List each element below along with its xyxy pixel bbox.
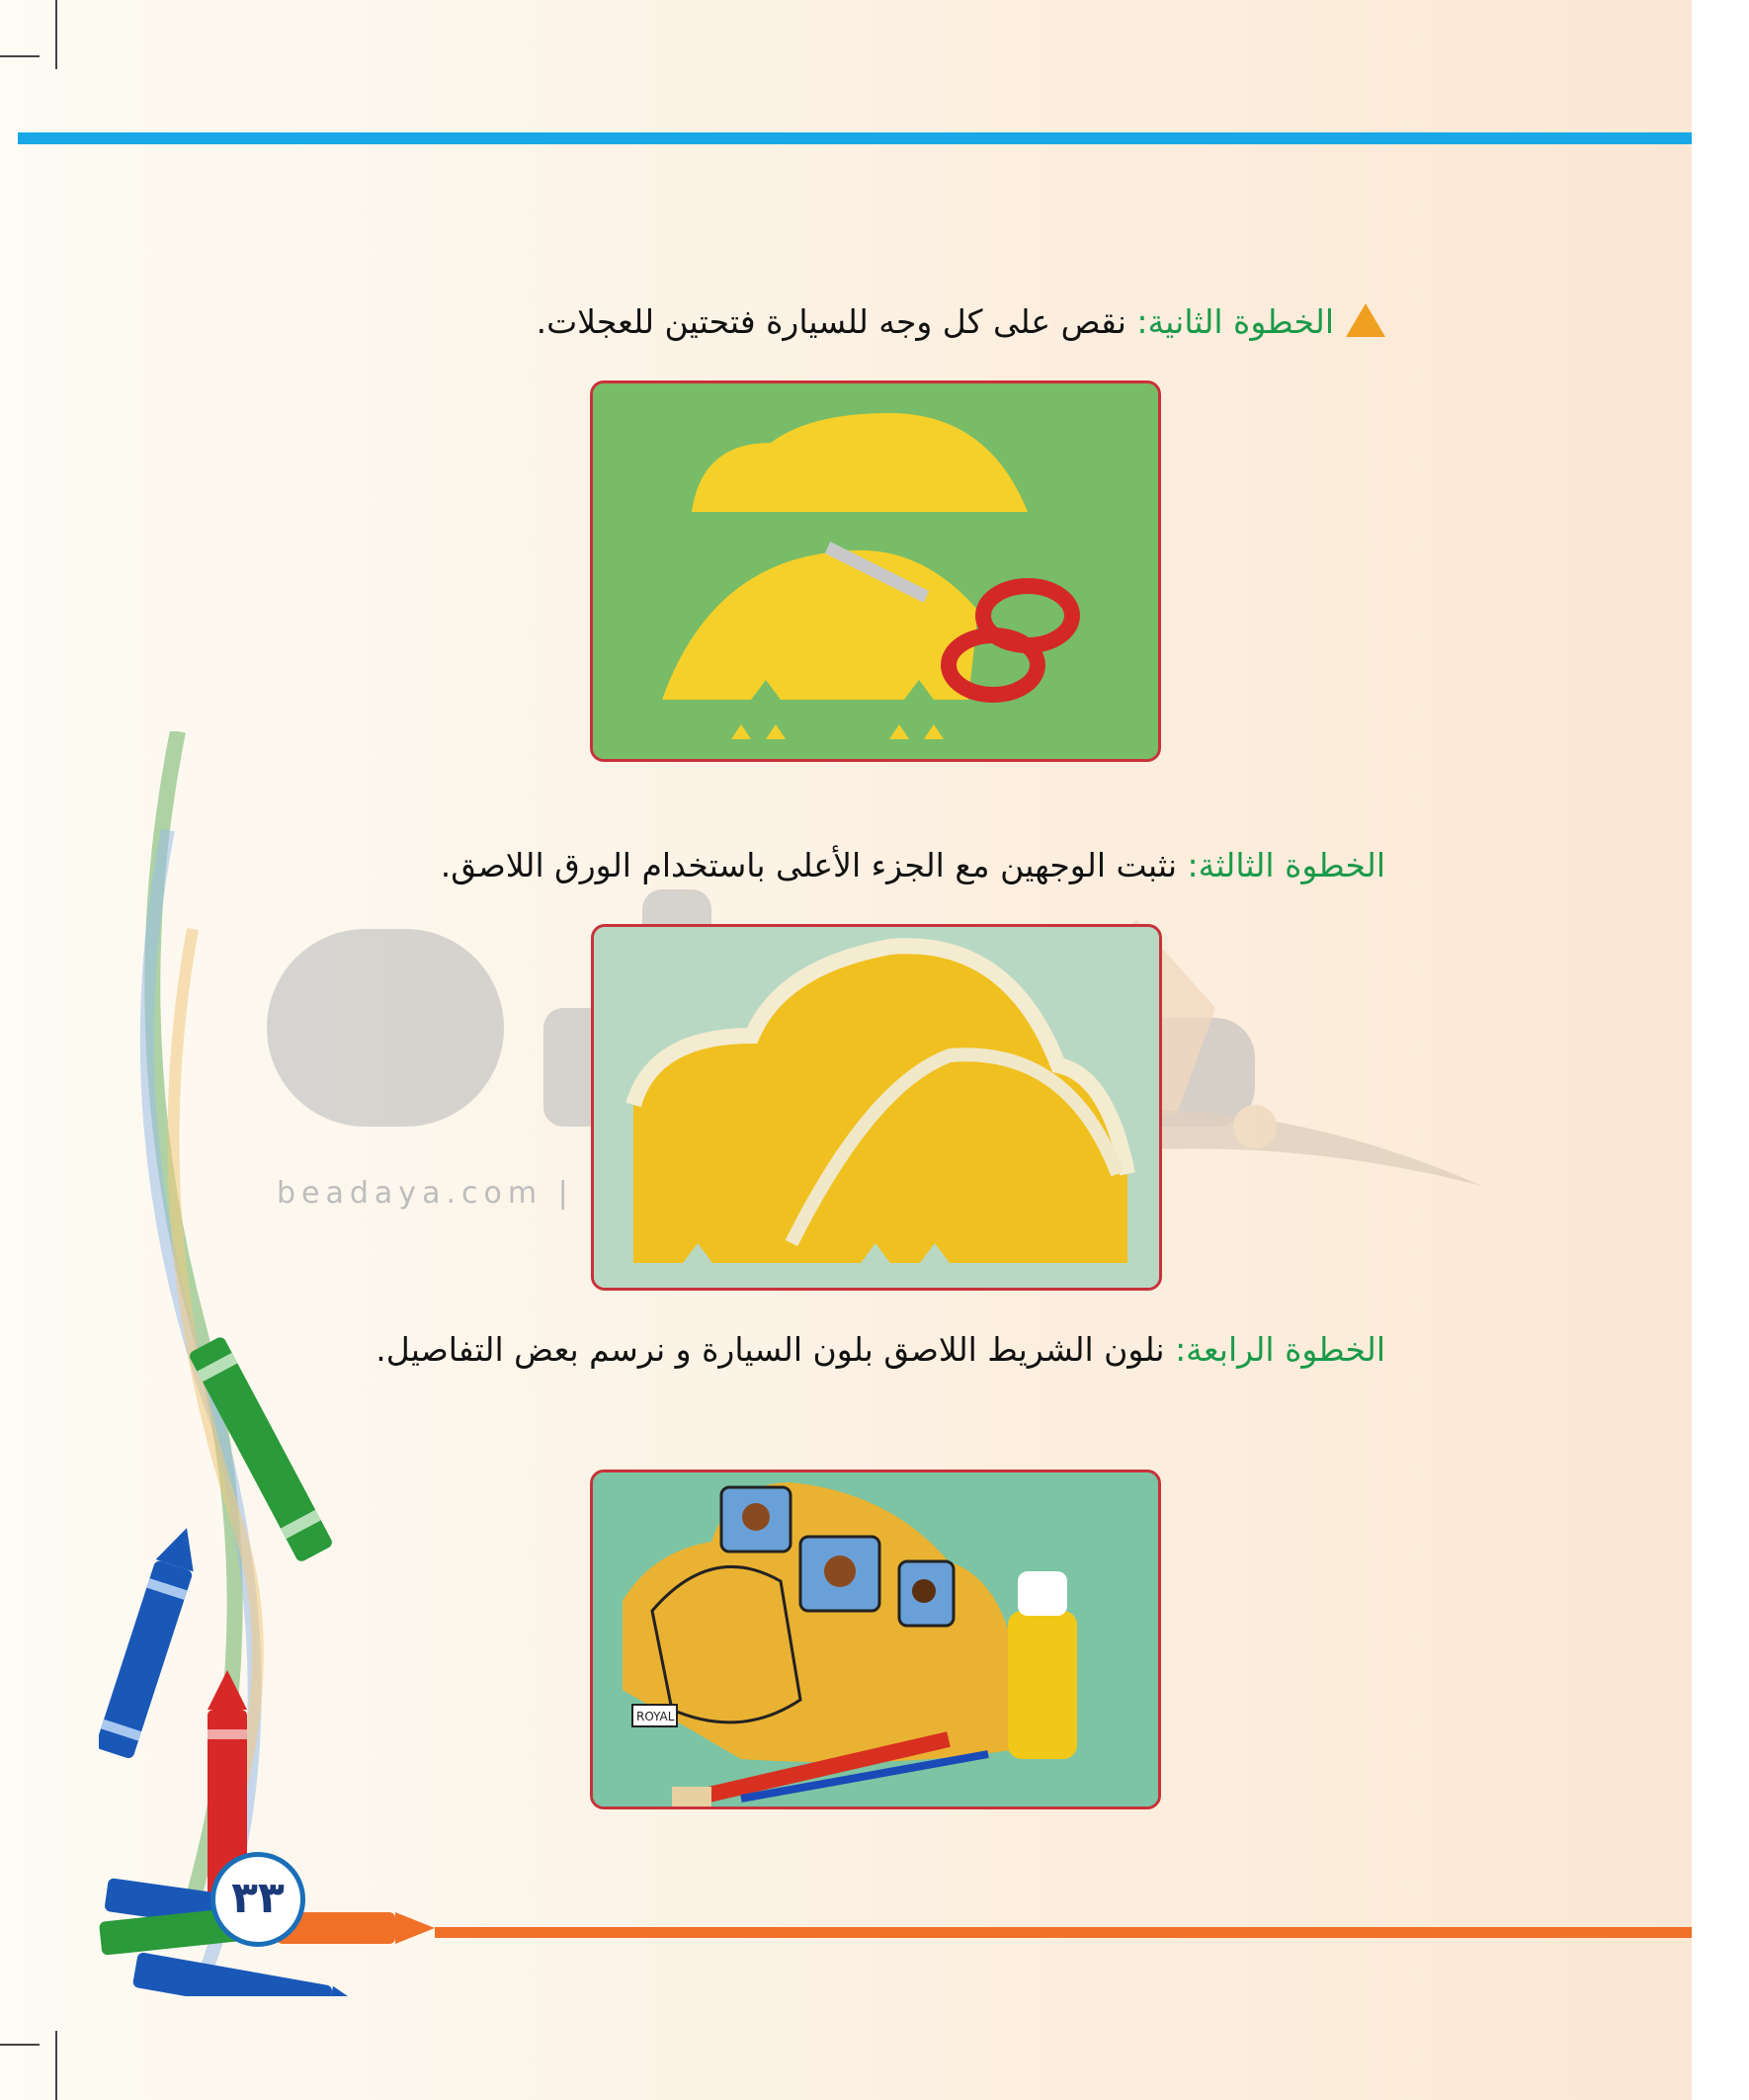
watermark-text: beadaya.com | xyxy=(277,1176,574,1211)
page-number: ٣٣ xyxy=(210,1852,305,1947)
photo-taped-car-body xyxy=(591,924,1162,1291)
crop-mark xyxy=(55,0,57,69)
step-four-instruction xyxy=(269,1309,1385,1390)
warning-triangle-icon xyxy=(1346,303,1385,337)
step-four-text: نلون الشريط اللاصق بلون السيارة و نرسم بعض التفاصيل. xyxy=(375,1330,1176,1369)
crop-mark xyxy=(0,55,40,57)
crop-mark xyxy=(55,2031,57,2100)
photo-cut-wheel-openings xyxy=(590,380,1161,762)
photo-painted-car xyxy=(590,1470,1161,1809)
step-four-label: الخطوة الرابعة: xyxy=(1175,1330,1385,1369)
license-plate-text: ROYAL xyxy=(636,1710,675,1723)
step-three-label: الخطوة الثالثة: xyxy=(1187,846,1385,884)
step-two-text: نقص على كل وجه للسيارة فتحتين للعجلات. xyxy=(536,302,1137,341)
top-rule xyxy=(18,132,1692,144)
cut-paper-illustration xyxy=(593,383,1158,759)
step-two-instruction xyxy=(537,296,1385,348)
taped-body-illustration xyxy=(594,927,1159,1288)
painted-car-illustration xyxy=(593,1472,1158,1806)
crop-mark xyxy=(0,2044,40,2046)
step-two-label: الخطوة الثانية: xyxy=(1136,302,1334,341)
bottom-rule xyxy=(435,1927,1692,1938)
step-three-text: نثبت الوجهين مع الجزء الأعلى باستخدام الورق اللاصق. xyxy=(440,846,1188,884)
step-three-instruction xyxy=(441,840,1385,891)
